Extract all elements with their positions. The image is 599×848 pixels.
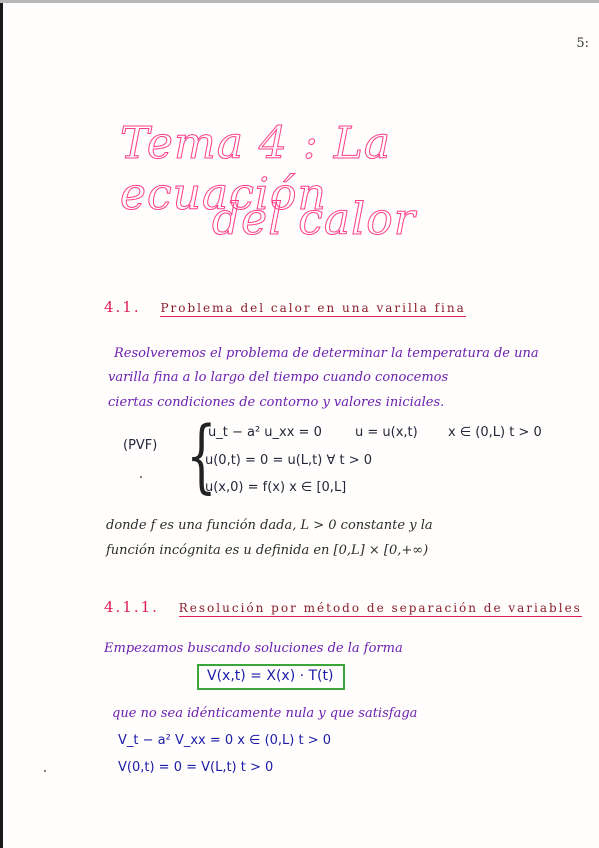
equation-heat: u_t − a² u_xx = 0: [208, 425, 322, 440]
section-number: 4.1.: [104, 298, 141, 316]
separated-equation: V_t − a² V_xx = 0 x ∈ (0,L) t > 0: [118, 733, 332, 748]
page-left-edge: [0, 0, 3, 848]
ink-dot: [140, 476, 142, 478]
intro-line-1: Resolveremos el problema de determinar la temperatura de una: [114, 346, 539, 361]
title-line-1: Tema 4 : La ecuación: [120, 118, 392, 220]
separated-boundary: V(0,t) = 0 = V(L,t) t > 0: [118, 760, 274, 775]
equation-boundary: u(0,t) = 0 = u(L,t) ∀ t > 0: [205, 453, 373, 468]
equation-initial: u(x,0) = f(x) x ∈ [0,L]: [205, 480, 347, 495]
separation-intro: Empezamos buscando soluciones de la forma: [104, 641, 403, 656]
intro-line-2: varilla fina a lo largo del tiempo cuando conocemos: [108, 370, 449, 385]
subsection-title: Resolución por método de separación de variables: [178, 601, 582, 615]
page-number: 5:: [576, 36, 589, 51]
subsection-number: 4.1.1.: [104, 598, 159, 616]
nontrivial-condition: que no sea idénticamente nula y que satisfaga: [112, 706, 418, 721]
closing-line-2: función incógnita es u definida en [0,L] × [0,+∞): [106, 543, 429, 558]
equation-u-def: u = u(x,t): [355, 425, 418, 440]
system-brace: {: [186, 409, 217, 502]
section-heading-4-1: [104, 298, 466, 316]
pvf-label: (PVF): [123, 438, 158, 453]
separation-ansatz: V(x,t) = X(x) · T(t): [207, 668, 334, 684]
section-heading-4-1-1: [104, 598, 582, 616]
equation-domain: x ∈ (0,L) t > 0: [448, 425, 542, 440]
intro-line-3: ciertas condiciones de contorno y valores iniciales.: [108, 395, 445, 410]
title-line-2: del calor: [212, 194, 416, 245]
page-top-edge: [0, 0, 599, 3]
section-title: Problema del calor en una varilla fina: [160, 301, 466, 315]
ink-dot-2: [44, 770, 46, 772]
closing-line-1: donde f es una función dada, L > 0 constante y la: [106, 518, 433, 533]
